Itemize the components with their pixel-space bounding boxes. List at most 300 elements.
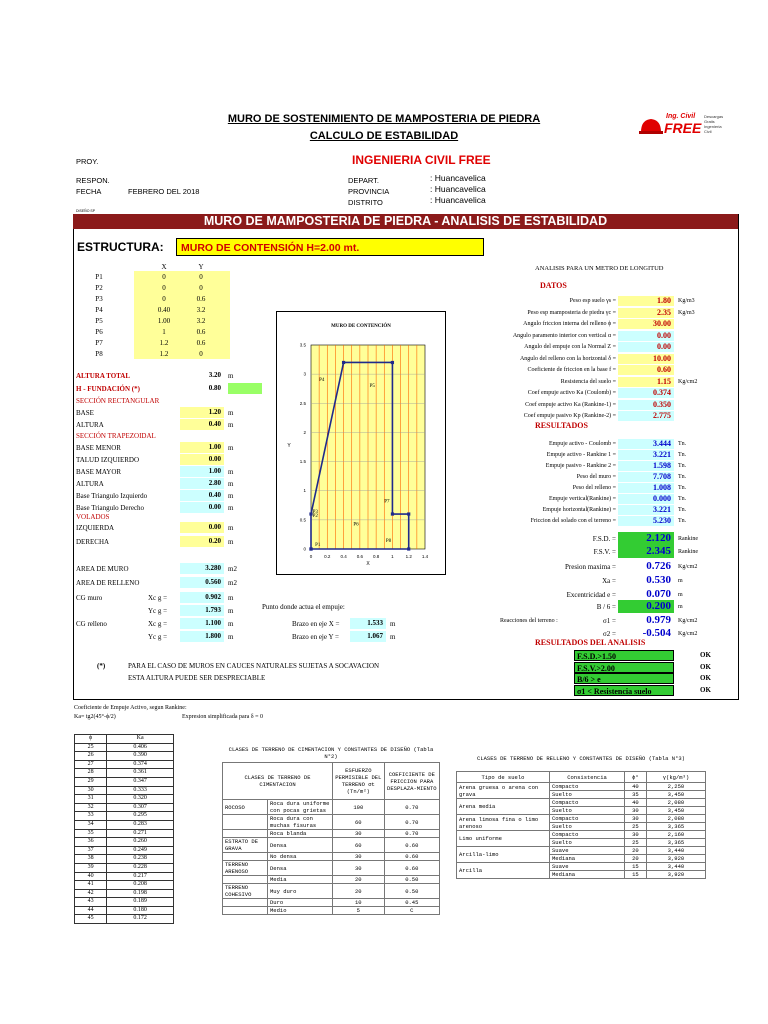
geo-tri_der-unit: m (228, 504, 234, 512)
ka-header: Ka (107, 735, 174, 744)
ycg2-value[interactable]: 1.800 (180, 631, 224, 642)
reac-label: Reacciones del terreno : (500, 618, 558, 624)
t3-gamma: 2,160 (646, 831, 705, 839)
t2-friction: 0.60 (384, 838, 439, 853)
xcg-label: Xc g = (148, 594, 168, 602)
t2-group (223, 830, 268, 838)
geo-base_menor-unit: m (228, 444, 234, 452)
geo-area_muro-unit: m2 (228, 565, 237, 573)
geo-base-value[interactable]: 1.20 (180, 407, 224, 418)
phi-cell: 26 (75, 752, 107, 761)
phi-row (75, 838, 174, 847)
xa-label: Xa = (602, 577, 616, 585)
ka-cell: 0.189 (107, 898, 174, 907)
t2-friction: 0.45 (384, 899, 439, 907)
res-label: Empuje horizontal(Rankine) = (542, 507, 616, 513)
resultados-title: RESULTADOS (535, 421, 588, 430)
respon-label: RESPON. (76, 176, 110, 185)
t2-row (223, 853, 440, 861)
check-label: σ1 < Resistencia suelo (574, 685, 674, 696)
cg-relleno-label: CG relleno (76, 620, 107, 628)
t2-class: Muy duro (268, 884, 333, 899)
phi-row (75, 898, 174, 907)
presion-unit: Kg/cm2 (678, 564, 698, 570)
res-value[interactable]: 3.221 (618, 505, 674, 515)
res-label: Empuje activo - Coulomb = (548, 441, 616, 447)
y-tick: 3 (303, 371, 306, 377)
point-label: P3 (312, 509, 318, 515)
t3-type: Arena gruesa o arena con grava (457, 783, 550, 799)
point-label: P1 (315, 543, 321, 549)
t3-phi: 15 (625, 863, 647, 871)
point-y: 0.6 (196, 339, 206, 347)
presion-value[interactable]: 0.726 (646, 560, 671, 572)
t2-stress: 20 (333, 876, 385, 884)
datos-label: Coeficiente de friccion en la base f = (527, 367, 616, 373)
point-label: P5 (369, 383, 375, 389)
exc-unit: m (678, 592, 683, 598)
phi-row (75, 889, 174, 898)
col-y-header: Y (198, 263, 204, 271)
datos-value[interactable]: 2.35 (618, 308, 674, 318)
ka-cell: 0.361 (107, 769, 174, 778)
t3-consist: Suelto (550, 807, 625, 815)
phi-row (75, 812, 174, 821)
res-label: Friccion del solado con el terreno = (530, 518, 616, 524)
t2-friction: 0.50 (384, 876, 439, 884)
y-tick: 2 (303, 429, 306, 435)
datos-value[interactable]: 30.00 (618, 319, 674, 329)
t3-gamma: 3,920 (646, 855, 705, 863)
xcg2-value[interactable]: 1.100 (180, 618, 224, 629)
brazo-x-value[interactable]: 1.533 (350, 618, 386, 629)
ycg-unit: m (228, 607, 234, 615)
phi-cell: 33 (75, 812, 107, 821)
sec-trap-title: SECCIÓN TRAPEZOIDAL (76, 432, 156, 440)
t3-consist: Mediana (550, 871, 625, 879)
phi-row (75, 760, 174, 769)
table3 (456, 771, 706, 879)
t2-row (223, 800, 440, 815)
geo-base_menor-value[interactable]: 1.00 (180, 442, 224, 453)
phi-row (75, 906, 174, 915)
point-marker (391, 361, 394, 364)
t3-phi: 15 (625, 871, 647, 879)
point-label: P7 (384, 499, 390, 505)
table3-title: CLASES DE TERRENO DE RELLENO Y CONSTANTES DE DISEÑO (Tabla N°3) (477, 755, 685, 762)
t3-row (457, 863, 706, 871)
ka-cell: 0.374 (107, 760, 174, 769)
ka-cell: 0.260 (107, 838, 174, 847)
point-y: 0.6 (196, 295, 206, 303)
fsd-label: F.S.D. = (592, 535, 616, 543)
sec-rect-title: SECCIÓN RECTANGULAR (76, 397, 160, 405)
t2-group: TERRENO COHESIVO (223, 884, 268, 899)
t2-class: Roca dura uniforme con pocas grietas (268, 800, 333, 815)
point-label: P5 (95, 317, 103, 325)
res-unit: Tn. (678, 463, 687, 469)
t3-consist: Compacto (550, 815, 625, 823)
check-result: OK (700, 651, 711, 659)
t2-row (223, 907, 440, 915)
point-marker (391, 512, 394, 515)
volados-title: VOLADOS (76, 513, 110, 521)
geo-h_fundacion-label: H - FUNDACIÓN (*) (76, 385, 140, 393)
datos-label: Peso esp suelo γs = (569, 298, 616, 304)
fundacion-fill (228, 383, 262, 394)
brazo-x-unit: m (390, 620, 396, 628)
geo-altura2-value[interactable]: 2.80 (180, 478, 224, 489)
datos-unit: Kg/m3 (678, 309, 695, 316)
t2-friction: 0.70 (384, 830, 439, 838)
point-marker (342, 361, 345, 364)
proy-label: PROY. (76, 157, 99, 166)
geo-talud-value[interactable]: 0.00 (180, 454, 224, 465)
point-label: P4 (95, 306, 103, 314)
phi-cell: 25 (75, 743, 107, 752)
point-y: 0 (199, 350, 203, 358)
datos-value[interactable]: 0.350 (618, 400, 674, 410)
t2-class: Media (268, 876, 333, 884)
ycg2-label: Yc g = (148, 633, 168, 641)
t3-gamma: 3,365 (646, 839, 705, 847)
fecha-label: FECHA (76, 187, 102, 196)
geo-tri_der-value[interactable]: 0.00 (180, 502, 224, 513)
ka-cell: 0.406 (107, 743, 174, 752)
y-tick: 3.5 (299, 342, 306, 348)
xa-unit: m (678, 578, 683, 584)
res-value[interactable]: 1.008 (618, 483, 674, 493)
t2-class: Duro (268, 899, 333, 907)
t2-stress: 30 (333, 853, 385, 861)
point-x: 0 (162, 284, 166, 292)
t2-group: ESTRATO DE GRAVA (223, 838, 268, 853)
presion-label: Presion maxima = (565, 563, 616, 571)
datos-label: Angulo del empuje con la Normal Z = (524, 344, 616, 350)
res-value[interactable]: 1.598 (618, 461, 674, 471)
ka-cell: 0.295 (107, 812, 174, 821)
phi-cell: 42 (75, 889, 107, 898)
t3-phi: 30 (625, 815, 647, 823)
phi-row (75, 872, 174, 881)
datos-value[interactable]: 1.80 (618, 296, 674, 306)
phi-cell: 40 (75, 872, 107, 881)
res-label: Empuje pasivo - Rankine 2 = (545, 463, 616, 469)
t3-type: Arcilla-limo (457, 847, 550, 863)
geo-area_muro-label: AREA DE MURO (76, 565, 129, 573)
geo-altura-unit: m (228, 421, 234, 429)
res-unit: Tn. (678, 485, 687, 491)
t2-group (223, 907, 268, 915)
geo-talud-label: TALUD IZQUIERDO (76, 456, 140, 464)
t3-gamma: 3,450 (646, 807, 705, 815)
page-title: MURO DE SOSTENIMIENTO DE MAMPOSTERIA DE PIEDRA (227, 113, 541, 125)
phi-cell: 34 (75, 820, 107, 829)
ka-cell: 0.238 (107, 855, 174, 864)
ycg2-unit: m (228, 633, 234, 641)
t3-gamma: 3,440 (646, 847, 705, 855)
geo-base-unit: m (228, 409, 234, 417)
xcg2-unit: m (228, 620, 234, 628)
t2-stress: 60 (333, 838, 385, 853)
t3-phi: 30 (625, 831, 647, 839)
coef-line2: Ka= tg2(45°-ϕ/2) (74, 714, 116, 720)
xcg-value[interactable]: 0.902 (180, 592, 224, 603)
point-x: 1.2 (159, 339, 169, 347)
point-label: P7 (95, 339, 103, 347)
phi-row (75, 743, 174, 752)
t3-phi: 40 (625, 783, 647, 791)
t3-gamma: 3,440 (646, 863, 705, 871)
logo-line1: Ing. Civil (666, 113, 696, 120)
x-tick: 0.8 (373, 554, 380, 559)
t2-stress: 5 (333, 907, 385, 915)
point-marker (407, 547, 410, 550)
banner: MURO DE MAMPOSTERIA DE PIEDRA - ANALISIS DE ESTABILIDAD (73, 214, 738, 229)
point-x: 1.2 (159, 350, 169, 358)
t3-h3: ϕ° (625, 772, 647, 783)
point-label: P8 (385, 539, 392, 545)
t3-type: Arena media (457, 799, 550, 815)
fsv-value[interactable]: 2.345 (618, 545, 674, 558)
datos-unit: Kg/m3 (678, 298, 695, 304)
point-label: P6 (353, 522, 359, 528)
res-label: Peso del muro = (576, 474, 616, 480)
phi-row (75, 846, 174, 855)
xa-value[interactable]: 0.530 (646, 574, 671, 586)
phi-cell: 43 (75, 898, 107, 907)
phi-cell: 45 (75, 915, 107, 924)
t3-consist: Suelto (550, 839, 625, 847)
e1-value[interactable]: 0.979 (646, 614, 671, 626)
geo-base_mayor-value[interactable]: 1.00 (180, 466, 224, 477)
small-code: DISEÑO SP (76, 209, 96, 213)
x-tick: 0.4 (340, 554, 347, 559)
x-tick: 0.2 (324, 554, 331, 559)
ka-cell: 0.333 (107, 786, 174, 795)
res-unit: Tn. (678, 452, 687, 458)
t2-group (223, 853, 268, 861)
empuje-label: Punto donde actua el empuje: (262, 603, 345, 611)
t2-friction: 0.70 (384, 800, 439, 815)
t3-gamma: 3,450 (646, 791, 705, 799)
depart-value: : Huancavelica (430, 173, 486, 183)
t2-group (223, 899, 268, 907)
geo-area_muro-value[interactable]: 3.280 (180, 563, 224, 574)
t2-class: No densa (268, 853, 333, 861)
t2-row (223, 838, 440, 853)
phi-cell: 30 (75, 786, 107, 795)
t2-row (223, 884, 440, 899)
t3-phi: 40 (625, 799, 647, 807)
phi-row (75, 769, 174, 778)
ka-cell: 0.208 (107, 881, 174, 890)
phi-row (75, 752, 174, 761)
brazo-x-label: Brazo en eje X = (292, 620, 340, 628)
datos-value[interactable]: 0.60 (618, 365, 674, 375)
phi-cell: 41 (75, 881, 107, 890)
brazo-y-value[interactable]: 1.067 (350, 631, 386, 642)
xcg-unit: m (228, 594, 234, 602)
ka-cell: 0.307 (107, 803, 174, 812)
e1-label: σ1 = (603, 617, 616, 625)
t3-type: Limo uniforme (457, 831, 550, 847)
phi-row (75, 803, 174, 812)
fecha-value: FEBRERO DEL 2018 (128, 187, 200, 196)
fsd-value[interactable]: 2.120 (618, 532, 674, 545)
phi-row (75, 881, 174, 890)
exc-value[interactable]: 0.070 (646, 588, 671, 600)
res-label: Empuje activo - Rankine 1 = (546, 452, 616, 458)
datos-value[interactable]: 0.00 (618, 331, 674, 341)
t3-phi: 20 (625, 855, 647, 863)
geo-altura2-unit: m (228, 480, 234, 488)
phi-header: ϕ (75, 735, 107, 744)
coef-line3: Expresion simplificada para δ = 0 (182, 714, 264, 720)
point-x: 1 (162, 328, 166, 336)
t3-h1: Tipo de suelo (457, 772, 550, 783)
b6-label: B / 6 = (596, 603, 616, 611)
datos-value[interactable]: 0.00 (618, 342, 674, 352)
check-label: B/6 > e (574, 673, 674, 684)
t3-row (457, 815, 706, 823)
geo-h_fundacion-value[interactable]: 0.80 (208, 384, 221, 392)
t2-friction: 0.50 (384, 884, 439, 899)
geo-izquierda-unit: m (228, 524, 234, 532)
ka-cell: 0.271 (107, 829, 174, 838)
res-unit: Tn. (678, 474, 687, 480)
logo (638, 112, 728, 142)
res-unit: Tn. (678, 507, 687, 513)
t2-stress: 30 (333, 830, 385, 838)
phi-cell: 28 (75, 769, 107, 778)
phi-cell: 39 (75, 863, 107, 872)
t3-gamma: 2,080 (646, 815, 705, 823)
point-marker (407, 512, 410, 515)
ycg-value[interactable]: 1.793 (180, 605, 224, 616)
res-label: Peso del relleno = (572, 485, 616, 491)
point-y: 3.2 (196, 306, 206, 314)
check-label: F.S.V.>2.00 (574, 662, 674, 673)
fsv-unit: Rankine (678, 549, 698, 555)
datos-label: Resistencia del suelo = (560, 378, 616, 385)
ka-cell: 0.198 (107, 889, 174, 898)
geo-area_relleno-value[interactable]: 0.560 (180, 577, 224, 588)
geo-base_mayor-unit: m (228, 468, 234, 476)
phi-ka-table (74, 734, 174, 924)
geo-base_mayor-label: BASE MAYOR (76, 468, 122, 476)
res-label: Empuje vertical(Rankine) = (548, 496, 616, 502)
y-tick: 2.5 (299, 400, 306, 406)
point-y: 0 (199, 273, 203, 281)
res-value[interactable]: 5.230 (618, 516, 674, 526)
geo-altura_total-value[interactable]: 3.20 (208, 371, 221, 379)
brazo-y-unit: m (390, 633, 396, 641)
t3-phi: 30 (625, 807, 647, 815)
datos-value[interactable]: 1.15 (618, 377, 674, 387)
y-tick: 1 (303, 488, 306, 494)
res-analisis-title: RESULTADOS DEL ANALISIS (535, 638, 646, 647)
ka-cell: 0.320 (107, 795, 174, 804)
phi-row (75, 820, 174, 829)
geo-base_menor-label: BASE MENOR (76, 444, 121, 452)
phi-row (75, 777, 174, 786)
logo-side: Descargas Gratis Ingenieria Civil (704, 114, 724, 134)
ka-cell: 0.347 (107, 777, 174, 786)
exc-label: Excentricidad e = (566, 591, 616, 599)
t2-class: Roca blanda (268, 830, 333, 838)
x-axis-label: X (366, 561, 370, 567)
phi-cell: 36 (75, 838, 107, 847)
geo-tri_izq-label: Base Triangulo Izquierdo (76, 492, 148, 500)
point-marker (309, 547, 312, 550)
t2-h2: ESFUERZO PERMISIBLE DEL TERRENO σt (Tn/m²) (333, 763, 385, 800)
geo-derecha-value[interactable]: 0.20 (180, 536, 224, 547)
e2-value[interactable]: -0.504 (642, 627, 671, 639)
t3-consist: Compacto (550, 831, 625, 839)
provincia-value: : Huancavelica (430, 184, 486, 194)
geo-tri_izq-value[interactable]: 0.40 (180, 490, 224, 501)
phi-cell: 38 (75, 855, 107, 864)
datos-title: DATOS (540, 281, 567, 290)
datos-label: Coef empuje activo Ka (Rankine-1) = (525, 401, 616, 408)
t2-stress: 10 (333, 899, 385, 907)
page-subtitle: CALCULO DE ESTABILIDAD (309, 130, 459, 142)
t3-consist: Mediana (550, 855, 625, 863)
res-value[interactable]: 0.000 (618, 494, 674, 504)
t2-h3: COEFICIENTE DE FRICCION PARA DESPLAZA-MIENTO (384, 763, 439, 800)
y-tick: 1.5 (299, 459, 306, 465)
datos-value[interactable]: 0.374 (618, 388, 674, 398)
t2-class: Densa (268, 838, 333, 853)
geo-derecha-unit: m (228, 538, 234, 546)
datos-value[interactable]: 10.00 (618, 354, 674, 364)
coef-line1: Coeficiente de Empuje Activo, segun Rankine: (74, 705, 187, 711)
note-line1: PARA EL CASO DE MUROS EN CAUCES NATURALES SUJETAS A SOCAVACION (128, 662, 380, 670)
point-x: 0 (162, 273, 166, 281)
fsv-label: F.S.V. = (593, 548, 616, 556)
note-line2: ESTA ALTURA PUEDE SER DESPRECIABLE (128, 674, 266, 682)
res-value[interactable]: 7.708 (618, 472, 674, 482)
points-table (94, 262, 234, 360)
distrito-value: : Huancavelica (430, 195, 486, 205)
estructura-value[interactable]: MURO DE CONTENSIÓN H=2.00 mt. (176, 238, 484, 256)
t3-gamma: 2,250 (646, 783, 705, 791)
check-result: OK (700, 674, 711, 682)
geo-altura-value[interactable]: 0.40 (180, 419, 224, 430)
phi-row (75, 795, 174, 804)
res-unit: Tn. (678, 518, 687, 524)
res-value[interactable]: 3.444 (618, 439, 674, 449)
res-unit: Tn. (678, 496, 687, 502)
point-label: P4 (319, 378, 325, 384)
t2-row (223, 899, 440, 907)
geo-izquierda-value[interactable]: 0.00 (180, 522, 224, 533)
b6-value[interactable]: 0.200 (618, 600, 674, 613)
y-tick: 0.5 (299, 517, 306, 523)
t3-row (457, 831, 706, 839)
y-tick: 0 (303, 546, 306, 552)
res-value[interactable]: 3.221 (618, 450, 674, 460)
t3-consist: Suelto (550, 823, 625, 831)
datos-value[interactable]: 2.775 (618, 411, 674, 421)
e1-unit: Kg/cm2 (678, 618, 698, 624)
phi-row (75, 829, 174, 838)
t3-gamma: 3,920 (646, 871, 705, 879)
t2-stress: 30 (333, 861, 385, 876)
t3-type: Arcilla (457, 863, 550, 879)
datos-label: Angulo friccion interna del relleno ϕ = (523, 321, 616, 327)
